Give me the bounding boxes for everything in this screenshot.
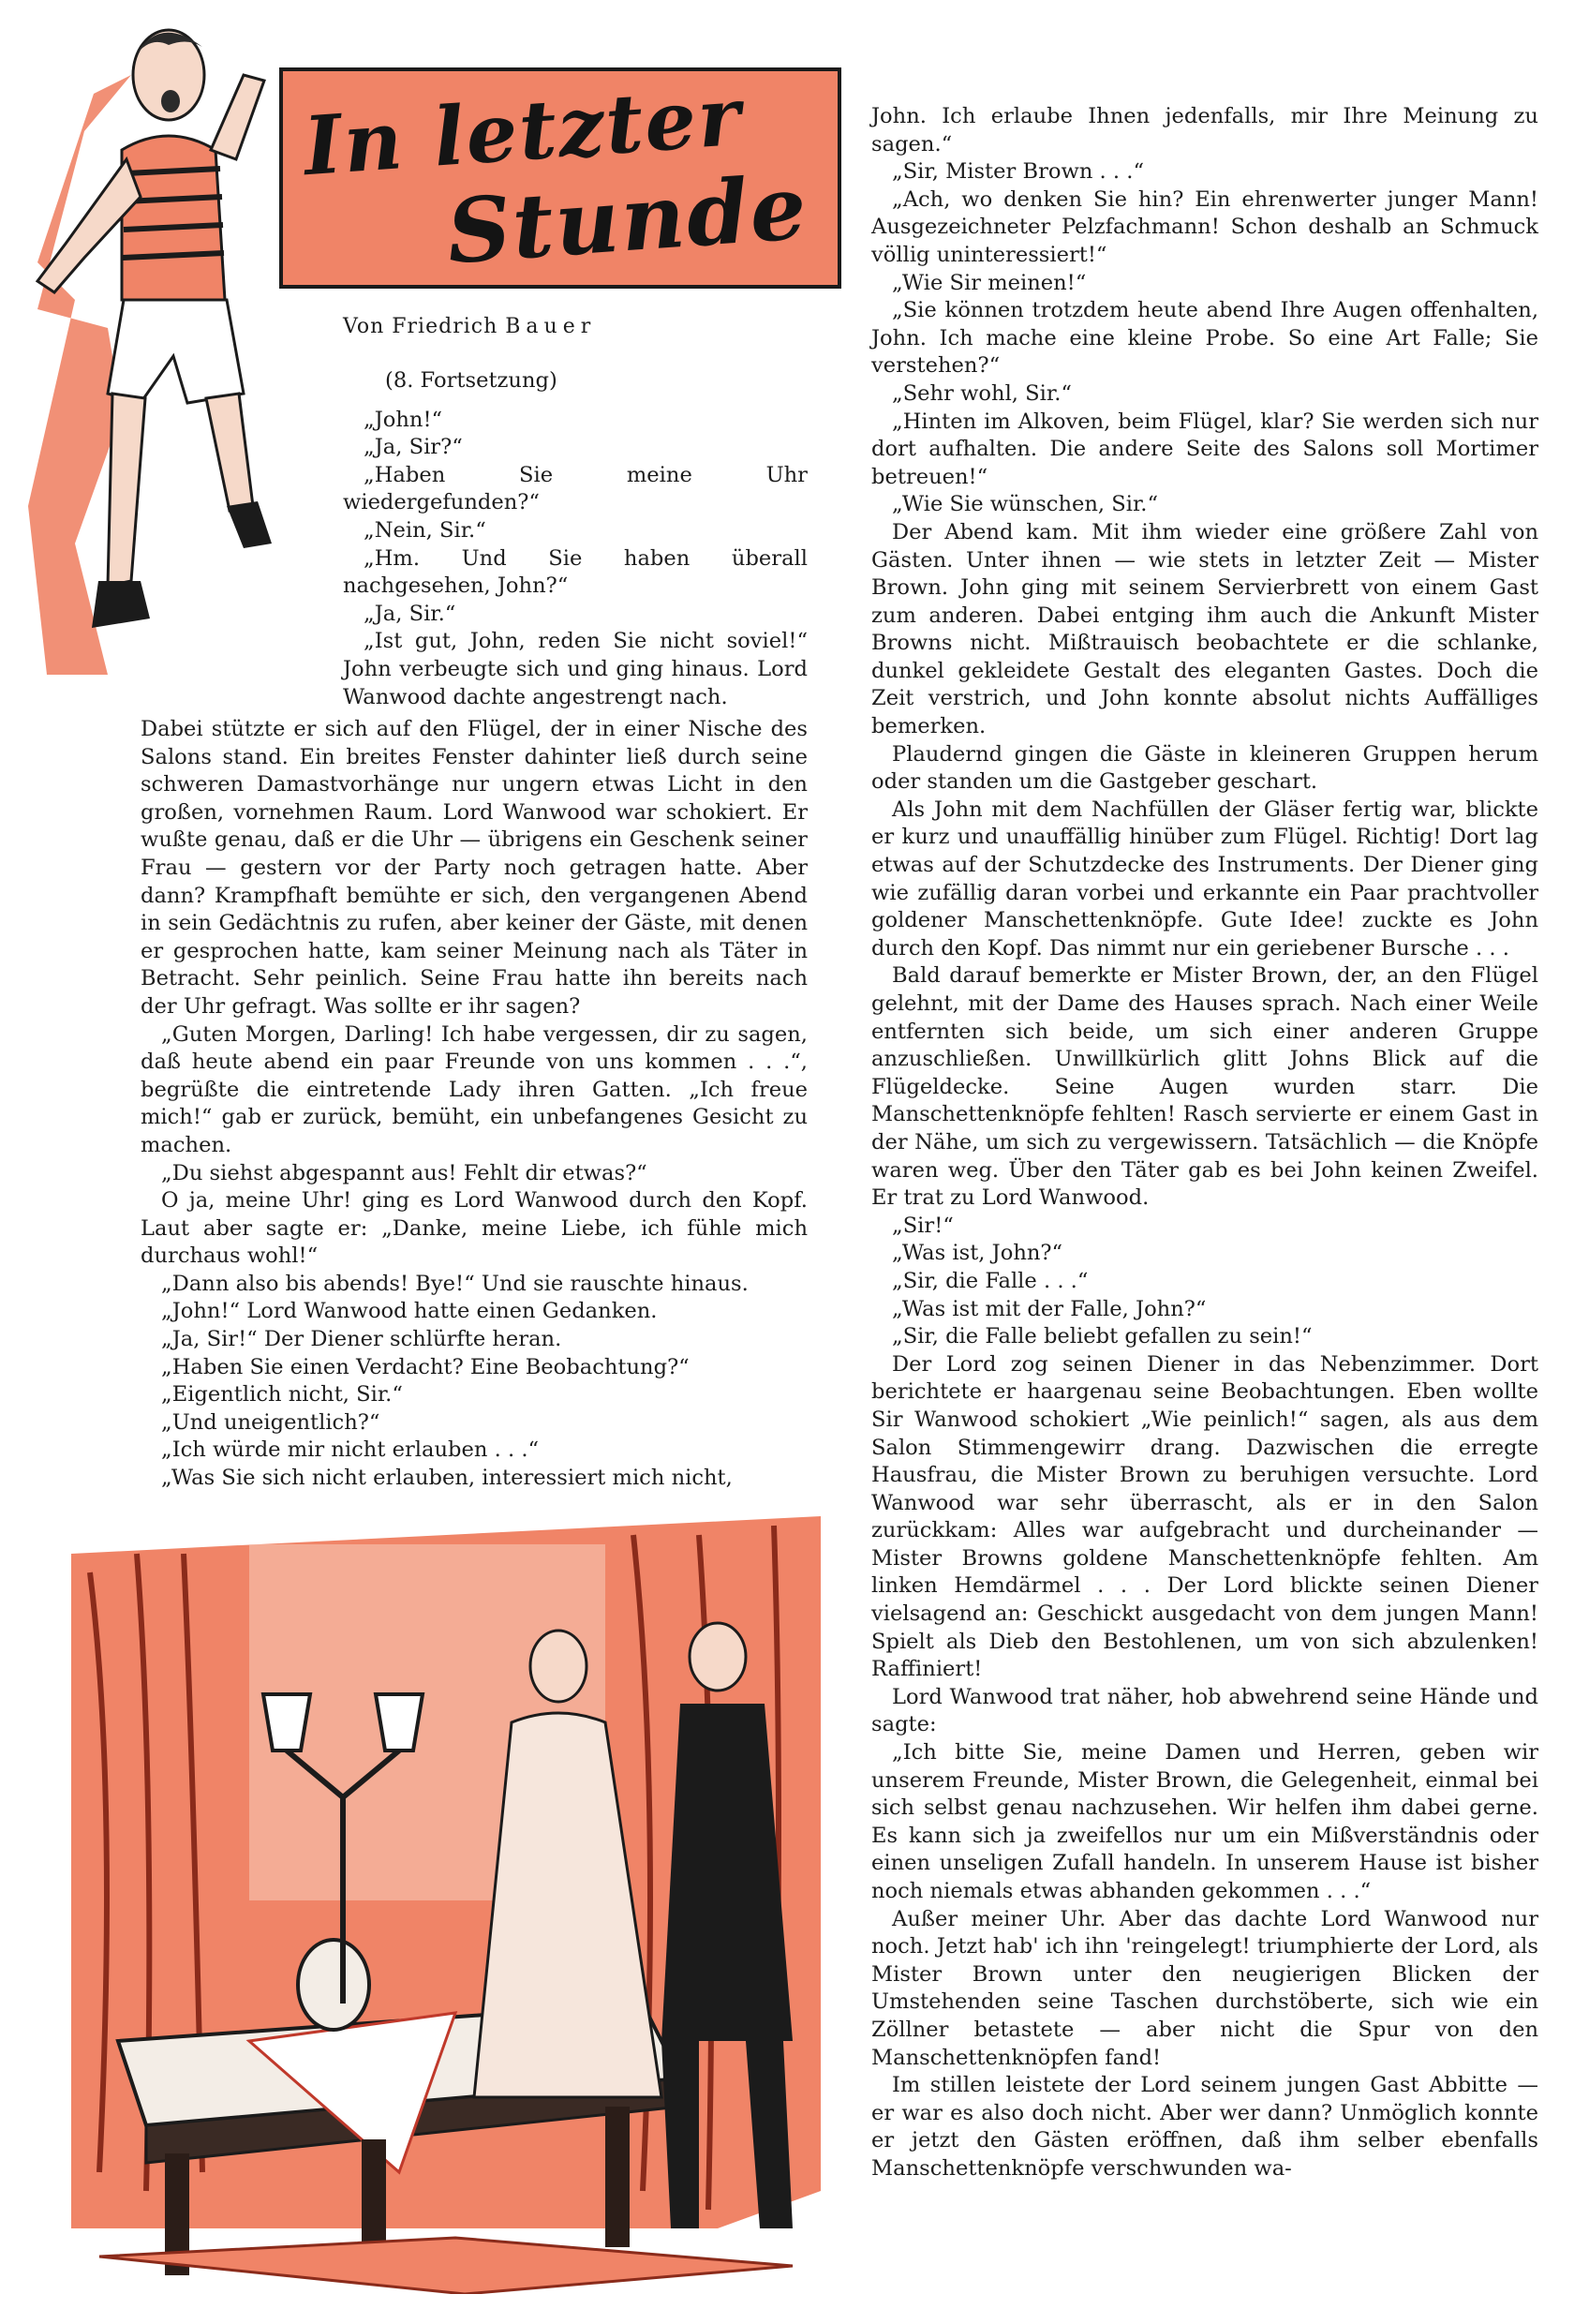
paragraph: Im stillen leistete der Lord seinem jungen Gast Abbitte — er war es also doch nicht. Aber wer dann? Unmöglich konnte er jetzt den Gästen eröffnen, daß ihm selber ebenfalls Manschettenknöpfe verschwunden wa- bbox=[871, 2073, 1538, 2181]
paragraph: „Nein, Sir.“ bbox=[364, 517, 486, 543]
title-banner bbox=[279, 67, 841, 289]
right-column bbox=[871, 103, 1538, 2183]
paragraph: „Hm. Und Sie haben überall nachgesehen, John?“ bbox=[343, 545, 808, 599]
paragraph: „Sir, die Falle . . .“ bbox=[892, 1268, 1089, 1293]
left-column-top bbox=[343, 367, 808, 711]
paragraph: „Und uneigentlich?“ bbox=[161, 1409, 380, 1435]
left-column-bottom bbox=[141, 716, 808, 1493]
installment-note: (8. Fortsetzung) bbox=[385, 368, 557, 393]
paragraph: „Haben Sie meine Uhr wiedergefunden?“ bbox=[343, 462, 808, 515]
paragraph: „John!“ bbox=[364, 407, 443, 432]
paragraph: Bald darauf bemerkte er Mister Brown, der, an den Flügel gelehnt, mit der Dame des Hauses sprach. Nach einer Weile entfernten sich beide, um sich einer anderen Gruppe anzuschließen. Unwillkürlich glitt Johns Blick auf die Flügeldecke. Seine Augen wurden starr. Die Manschettenknöpfe fehlten! Rasch servierte er einem Gast in der Nähe, um sich zu vergewissern. Tatsächlich — die Knöpfe waren weg. Über den Täter gab es bei John keinen Zweifel. Er trat zu Lord Wanwood. bbox=[871, 963, 1538, 1211]
paragraph: „Ja, Sir?“ bbox=[364, 435, 463, 460]
paragraph: „Wie Sir meinen!“ bbox=[892, 270, 1087, 295]
author-byline bbox=[343, 315, 596, 338]
paragraph: „Was ist mit der Falle, John?“ bbox=[892, 1296, 1207, 1321]
paragraph: „Ja, Sir!“ Der Diener schlürfte heran. bbox=[161, 1327, 562, 1352]
paragraph: „Was Sie sich nicht erlauben, interessiert mich nicht, bbox=[161, 1466, 733, 1491]
title-line-1: In letzter bbox=[301, 68, 746, 195]
title-line-2: Stunde bbox=[443, 156, 811, 285]
paragraph: „Wie Sie wünschen, Sir.“ bbox=[892, 492, 1159, 517]
paragraph: „Sir!“ bbox=[892, 1213, 954, 1238]
paragraph: Plaudernd gingen die Gäste in kleineren Gruppen herum oder standen um die Gastgeber geschart. bbox=[871, 741, 1538, 795]
paragraph: „Du siehst abgespannt aus! Fehlt dir etwas?“ bbox=[161, 1160, 647, 1185]
paragraph: „Ich bitte Sie, meine Damen und Herren, geben wir unserem Freunde, Mister Brown, die Gelegenheit, einmal bei sich selbst genau nachzusehen. Wir helfen ihm dabei gerne. Es kann sich ja zweifellos nur um ein Mißverständnis oder einen unseligen Zufall handeln. In unserem Hause ist bisher noch niemals etwas abhanden gekommen . . .“ bbox=[871, 1740, 1538, 1903]
paragraph: „Was ist, John?“ bbox=[892, 1241, 1063, 1266]
running-boy-illustration bbox=[19, 19, 300, 675]
paragraph: Dabei stützte er sich auf den Flügel, der in einer Nische des Salons stand. Ein breites Fenster dahinter ließ durch seine schweren Damastvorhänge nur ungern etwas Licht in den großen, vornehmen Raum. Lord Wanwood war schokiert. Er wußte genau, daß er die Uhr — übrigens ein Geschenk seiner Frau — gestern vor der Party noch getragen hatte. Aber dann? Krampfhaft bemühte er sich, den vergangenen Abend in sein Gedächtnis zu rufen, aber keiner der Gäste, mit denen er gesprochen hatte, kam seiner Meinung nach als Täter in Betracht. Sehr peinlich. Seine Frau hatte ihn bereits nach der Uhr gefragt. Was sollte er ihr sagen? bbox=[141, 717, 808, 1019]
paragraph: „Sir, Mister Brown . . .“ bbox=[892, 159, 1145, 185]
paragraph: „Eigentlich nicht, Sir.“ bbox=[161, 1382, 403, 1408]
paragraph: Als John mit dem Nachfüllen der Gläser fertig war, blickte er kurz und unauffällig hinüber zum Flügel. Richtig! Dort lag etwas auf der Schutzdecke des Instruments. Der Diener ging wie zufällig daran vorbei und erkannte ein Paar prachtvoller goldener Manschettenknöpfe. Gute Idee! zuckte es John durch den Kopf. Das nimmt nur ein geriebener Bursche . . . bbox=[871, 797, 1538, 961]
byline-prefix: Von Friedrich bbox=[343, 315, 498, 338]
paragraph: John. Ich erlaube Ihnen jedenfalls, mir Ihre Meinung zu sagen.“ bbox=[871, 104, 1538, 156]
paragraph: „Sehr wohl, Sir.“ bbox=[892, 380, 1072, 406]
paragraph: Lord Wanwood trat näher, hob abwehrend seine Hände und sagte: bbox=[871, 1684, 1538, 1737]
paragraph: „Ich würde mir nicht erlauben . . .“ bbox=[161, 1438, 540, 1463]
paragraph: „Guten Morgen, Darling! Ich habe vergessen, dir zu sagen, daß heute abend ein paar Freunde von uns kommen . . .“, begrüßte die eintretende Lady ihren Gatten. „Ich freue mich!“ gab er zurück, bemüht, ein unbefangenes Gesicht zu machen. bbox=[141, 1021, 808, 1157]
paragraph: Der Lord zog seinen Diener in das Nebenzimmer. Dort berichtete er haargenau seine Beobachtungen. Eben wollte Sir Wanwood schokiert „Wie peinlich!“ sagen, als aus dem Salon Stimmengewirr drang. Dazwischen die erregte Hausfrau, die Mister Brown zu beruhigen versuchte. Lord Wanwood war sehr überrascht, als er in den Salon zurückkam: Alles war aufgebracht und durcheinander — Mister Browns goldene Manschettenknöpfe fehlten. Am linken Hemdärmel . . . Der Lord blickte seinen Diener vielsagend an: Geschickt ausgedacht von dem jungen Mann! Spielt als Dieb den Bestohlenen, um von sich abzulenken! Raffiniert! bbox=[871, 1351, 1538, 1682]
salon-scene-illustration bbox=[62, 1516, 830, 2294]
paragraph: „Ja, Sir.“ bbox=[364, 601, 456, 626]
paragraph: „Sir, die Falle beliebt gefallen zu sein!“ bbox=[892, 1324, 1313, 1349]
paragraph: „Ist gut, John, reden Sie nicht soviel!“ John verbeugte sich und ging hinaus. Lord Wanwood dachte angestrengt nach. bbox=[343, 629, 808, 709]
paragraph: Außer meiner Uhr. Aber das dachte Lord Wanwood nur noch. Jetzt hab' ich ihn 'reingelegt! triumphierte der Lord, als Mister Brown unter den neugierigen Blicken der Umstehenden seine Taschen durchstöberte, sich wie ein Zöllner betastete — aber nicht die Spur von den Manschettenknöpfen fand! bbox=[871, 1906, 1538, 2070]
paragraph: „John!“ Lord Wanwood hatte einen Gedanken. bbox=[161, 1299, 658, 1324]
paragraph: „Dann also bis abends! Bye!“ Und sie rauschte hinaus. bbox=[161, 1271, 749, 1296]
paragraph: „Sie können trotzdem heute abend Ihre Augen offenhalten, John. Ich mache eine kleine Probe. So eine Art Falle; Sie verstehen?“ bbox=[871, 298, 1538, 379]
paragraph: „Hinten im Alkoven, beim Flügel, klar? Sie werden sich nur dort aufhalten. Die andere Seite des Salons soll Mortimer betreuen!“ bbox=[871, 409, 1538, 489]
paragraph: O ja, meine Uhr! ging es Lord Wanwood durch den Kopf. Laut aber sagte er: „Danke, meine Liebe, ich fühle mich durchaus wohl!“ bbox=[141, 1188, 808, 1269]
byline-surname: Bauer bbox=[505, 315, 597, 338]
paragraph: „Haben Sie einen Verdacht? Eine Beobachtung?“ bbox=[161, 1354, 690, 1379]
paragraph: Der Abend kam. Mit ihm wieder eine größere Zahl von Gästen. Unter ihnen — wie stets in letzter Zeit — Mister Brown. John ging mit seinem Servierbrett von einem Gast zum anderen. Dabei entging ihm auch die Ankunft Mister Browns nicht. Mißtrauisch beobachtete er die schlanke, dunkel gekleidete Gestalt des eleganten Gastes. Doch die Zeit verstrich, und John konnte absolut nichts Auffälliges bemerken. bbox=[871, 519, 1538, 739]
paragraph: „Ach, wo denken Sie hin? Ein ehrenwerter junger Mann! Ausgezeichneter Pelzfachmann! Schon deshalb an Schmuck völlig uninteressiert!“ bbox=[871, 186, 1538, 267]
